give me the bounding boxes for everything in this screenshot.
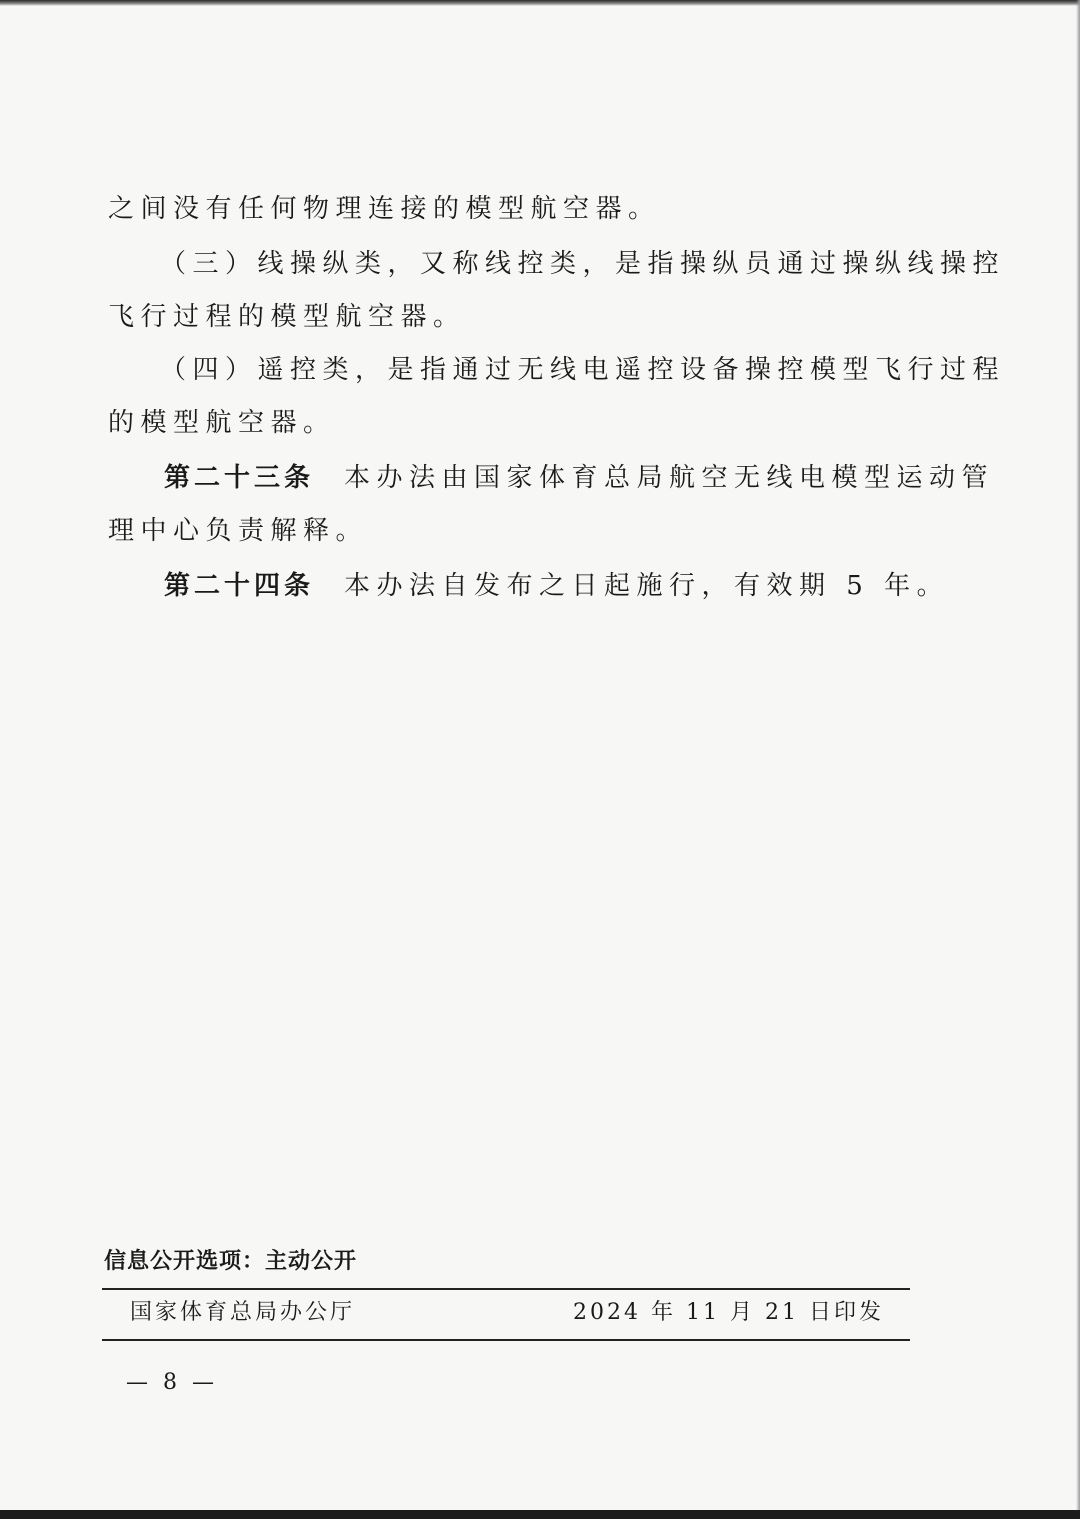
- footer-rule-top: [102, 1288, 910, 1290]
- disclosure-option: 信息公开选项：主动公开: [104, 1249, 358, 1274]
- body-line-4: （四）遥控类，是指通过无线电遥控设备操控模型飞行过程: [160, 355, 1006, 385]
- body-line-3: 飞行过程的模型航空器。: [108, 302, 466, 332]
- footer-rule-bottom: [102, 1339, 910, 1341]
- body-line-2: （三）线操纵类，又称线控类，是指操纵员通过操纵线操控: [160, 249, 1006, 279]
- page-number: — 8 —: [126, 1370, 218, 1395]
- footer-issuer: 国家体育总局办公厅: [130, 1300, 356, 1325]
- footer-date: 2024 年 11 月 21 日印发: [573, 1300, 884, 1325]
- body-line-5: 的模型航空器。: [108, 408, 336, 438]
- scan-edge-top: [0, 0, 1080, 6]
- article-23-text: 本办法由国家体育总局航空无线电模型运动管: [344, 463, 995, 493]
- scan-edge-bottom: [0, 1510, 1080, 1519]
- article-24-heading: 第二十四条: [164, 571, 315, 601]
- scan-edge-right: [1076, 0, 1080, 1519]
- body-line-1: 之间没有任何物理连接的模型航空器。: [108, 194, 661, 224]
- article-24-text: 本办法自发布之日起施行，有效期 5 年。: [344, 571, 950, 601]
- article-23-heading: 第二十三条: [164, 463, 315, 493]
- article-23-continuation: 理中心负责解释。: [108, 516, 369, 546]
- article-23: [164, 463, 994, 493]
- article-24: [164, 571, 949, 601]
